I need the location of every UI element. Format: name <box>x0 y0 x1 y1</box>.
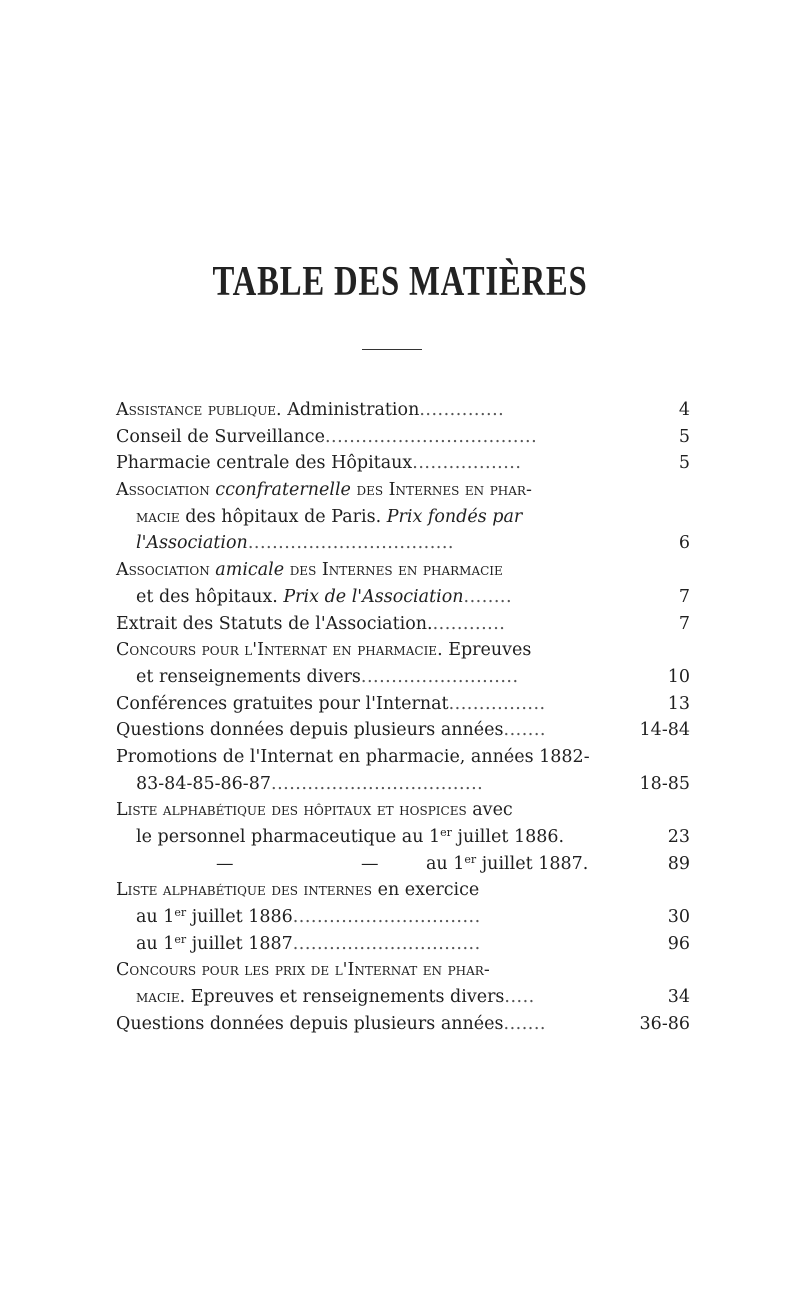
toc-entry-text <box>136 584 512 611</box>
toc-line <box>116 557 690 584</box>
toc-page-number: 14-84 <box>639 720 690 741</box>
toc-line <box>116 957 690 984</box>
toc-entry-body: Questions données depuis plusieurs années <box>116 720 504 741</box>
toc-dot-leader: .................. <box>412 453 522 474</box>
toc-page-number: 34 <box>667 987 690 1008</box>
toc-line <box>116 984 690 1011</box>
toc-line <box>116 584 690 611</box>
toc-page-number: 7 <box>678 613 690 634</box>
toc-entry-smallcaps: Liste alphabétique des internes <box>116 880 373 901</box>
toc-line <box>116 877 690 904</box>
toc-line <box>116 824 690 851</box>
toc-entry-body: le personnel pharmaceutique au 1 <box>136 827 441 847</box>
toc-line <box>116 530 690 557</box>
toc-entry-body: juillet 1887. <box>476 853 589 874</box>
toc-dash: — <box>361 853 379 874</box>
toc-entry-smallcaps: des Internes en pharmacie <box>289 560 503 581</box>
toc-line <box>116 744 690 771</box>
toc-entry-text <box>136 904 481 931</box>
toc-entry-body: au 1 <box>426 853 465 874</box>
toc-entry-text <box>136 530 454 557</box>
toc-entry-text <box>136 771 483 798</box>
toc-entry-text <box>116 450 521 477</box>
toc-entry-body: 83-84-85-86-87 <box>136 773 271 794</box>
toc-entry-body: avec <box>466 800 513 821</box>
toc-page-number: 5 <box>678 453 690 474</box>
toc-entry-smallcaps: Liste alphabétique des hôpitaux et hospices <box>116 800 467 821</box>
toc-line <box>116 904 690 931</box>
toc-page-number: 18-85 <box>639 773 690 794</box>
toc-page-number: 96 <box>667 933 690 954</box>
toc-dot-leader: ............................... <box>292 907 481 928</box>
toc-entry-body: Pharmacie centrale des Hôpitaux <box>116 453 413 474</box>
toc-entry-smallcaps: Association <box>116 480 210 501</box>
toc-entry-text <box>116 691 546 718</box>
toc-dot-leader: .......................... <box>360 666 519 687</box>
toc-entry-italic: amicale <box>209 560 290 581</box>
toc-entry-body: au 1 <box>136 907 175 928</box>
toc-line <box>116 771 690 798</box>
toc-entry-text <box>116 1011 546 1038</box>
toc-dash: — <box>216 853 234 874</box>
toc-dot-leader: ....... <box>503 1013 546 1034</box>
toc-superscript: er <box>174 906 187 920</box>
toc-dot-leader: .................................. <box>247 533 454 554</box>
toc-dot-leader: ................................... <box>324 426 538 447</box>
toc-entry-text <box>116 717 546 744</box>
toc-superscript: er <box>464 852 477 866</box>
toc-line <box>116 477 690 504</box>
title-rule <box>362 349 422 350</box>
toc-page-number: 36-86 <box>639 1013 690 1034</box>
toc-entry-italic: cconfraternelle <box>209 480 357 501</box>
toc-entry-body: Extrait des Statuts de l'Association. <box>116 613 433 634</box>
toc-dot-leader: ............................... <box>292 933 481 954</box>
toc-entry-text <box>116 797 513 824</box>
toc-entry-italic: Prix fondés par <box>381 506 523 527</box>
toc-entry-smallcaps: macie <box>136 506 180 527</box>
toc-entry-body: juillet 1886 <box>186 907 293 928</box>
toc-page-number: 6 <box>678 533 690 554</box>
toc-page-number: 89 <box>667 853 690 874</box>
toc-entry-text <box>116 477 532 504</box>
toc-entry-body: et renseignements divers <box>136 666 361 687</box>
toc-entry-body: Promotions de l'Internat en pharmacie, années 1882- <box>116 746 590 767</box>
toc-line <box>116 397 690 424</box>
toc-entry-text <box>116 877 479 904</box>
toc-dot-leader: ..... <box>504 987 535 1008</box>
toc-entry-text <box>136 931 481 958</box>
toc-page-number: 4 <box>678 400 690 420</box>
toc-page-number: 13 <box>667 693 690 714</box>
toc-entry-text <box>116 397 504 424</box>
toc-line <box>116 931 690 958</box>
toc-entry-body: en exercice <box>372 880 480 901</box>
toc-line <box>116 611 690 638</box>
toc-line <box>116 637 690 664</box>
toc-entry-body: Epreuves <box>442 640 532 661</box>
toc-line <box>116 504 690 531</box>
toc-entry-body: juillet 1886. <box>451 827 565 847</box>
toc-line <box>116 1011 690 1038</box>
toc-entry-body: Epreuves et renseignements divers <box>185 987 505 1008</box>
toc-entry-body: Conseil de Surveillance <box>116 426 325 447</box>
toc-entry-text <box>136 664 519 691</box>
toc-entry-smallcaps: macie. <box>136 987 186 1008</box>
toc-dot-leader: ....... <box>503 720 546 741</box>
toc-entry-text <box>116 557 503 584</box>
toc-page-number: 10 <box>667 666 690 687</box>
toc-entry-italic: Prix de l'Association <box>277 586 464 607</box>
toc-dot-leader: ............ <box>432 613 506 634</box>
toc-line <box>116 450 690 477</box>
toc-line <box>116 424 690 451</box>
toc-line <box>116 797 690 824</box>
toc-entry-smallcaps: Association <box>116 560 210 581</box>
toc-entry-smallcaps: Concours pour les prix de l'Internat en phar- <box>116 960 490 981</box>
toc-page-number: 5 <box>678 426 690 447</box>
toc-entry-body: Conférences gratuites pour l'Internat <box>116 693 449 714</box>
toc-superscript: er <box>174 932 187 946</box>
toc-entry-text <box>116 424 537 451</box>
table-of-contents <box>116 397 690 1038</box>
toc-line <box>116 717 690 744</box>
toc-entry-text <box>116 637 531 664</box>
toc-entry-text <box>136 984 535 1011</box>
toc-entry-body: Administration <box>281 400 420 420</box>
toc-dot-leader: ................................... <box>271 773 484 794</box>
toc-entry-body: et des hôpitaux. <box>136 586 278 607</box>
toc-entry-smallcaps: Concours pour l'Internat en pharmacie. <box>116 640 443 661</box>
toc-entry-body: au 1 <box>136 933 175 954</box>
toc-page-number: 7 <box>678 586 690 607</box>
toc-dot-leader: ........ <box>463 586 513 607</box>
toc-entry-text <box>136 824 564 851</box>
toc-entry-body: Questions données depuis plusieurs années <box>116 1013 504 1034</box>
toc-entry-text <box>116 611 505 638</box>
toc-superscript: er <box>440 826 452 839</box>
page-title: TABLE DES MATIÈRES <box>212 259 588 305</box>
toc-entry-text <box>116 957 490 984</box>
toc-entry-italic: l'Association <box>136 533 248 554</box>
toc-entry-text <box>136 504 522 531</box>
toc-entry-smallcaps: Assistance publique. <box>116 400 282 420</box>
toc-entry-body: juillet 1887 <box>186 933 293 954</box>
toc-line <box>116 691 690 718</box>
toc-entry-tail <box>426 851 588 878</box>
toc-page-number: 23 <box>667 827 690 847</box>
toc-entry-text <box>116 744 590 771</box>
toc-entry-body: des hôpitaux de Paris. <box>179 506 382 527</box>
toc-page-number: 30 <box>667 907 690 928</box>
toc-entry-smallcaps: des Internes en phar- <box>356 480 532 501</box>
toc-dot-leader: ................ <box>448 693 546 714</box>
toc-line <box>116 851 690 878</box>
toc-dot-leader: .............. <box>419 400 505 420</box>
toc-line <box>116 664 690 691</box>
